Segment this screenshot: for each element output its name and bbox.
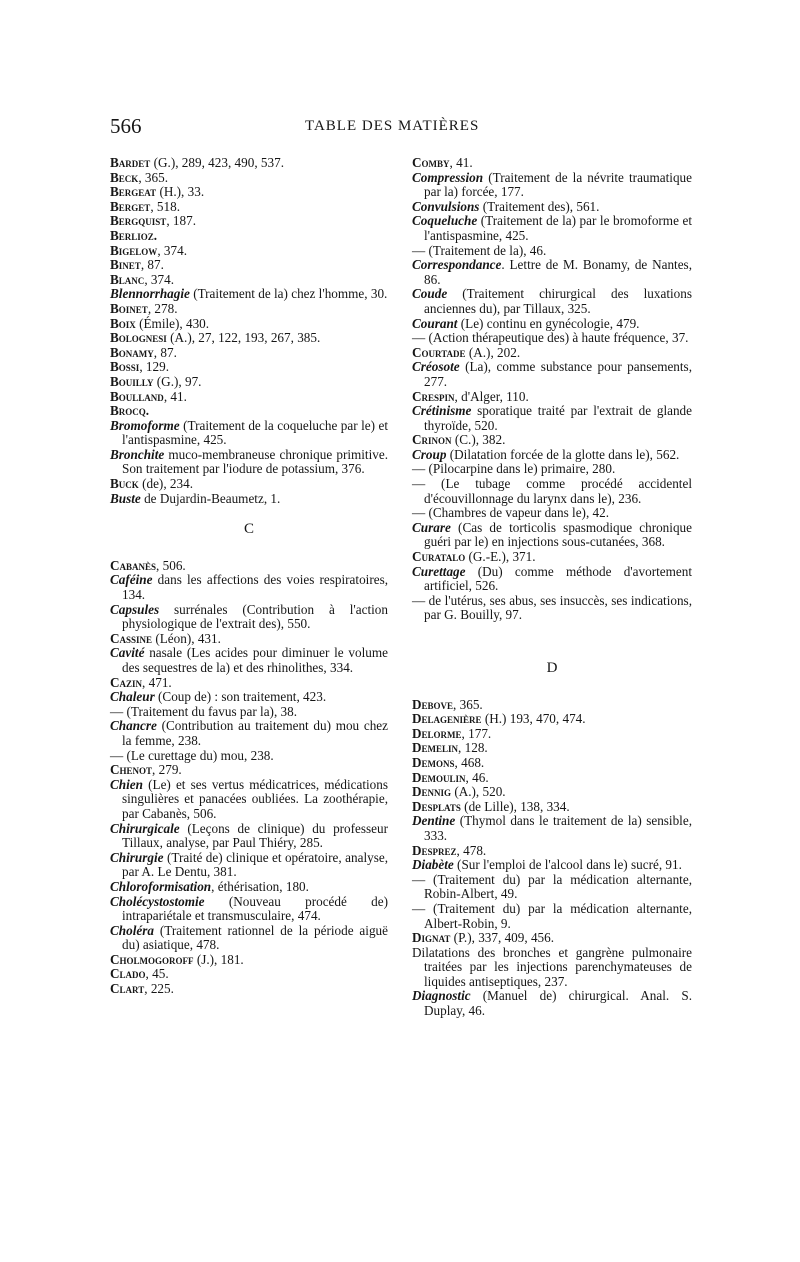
index-entry bbox=[110, 287, 388, 302]
entry-heading: Cabanès bbox=[110, 557, 157, 573]
index-entry bbox=[110, 982, 388, 997]
index-entry bbox=[110, 331, 388, 346]
entry-text: (G.), 97. bbox=[153, 373, 202, 389]
entry-heading: Cholécystostomie bbox=[110, 893, 205, 909]
index-entry bbox=[412, 404, 692, 433]
entry-text: , 87. bbox=[153, 344, 177, 360]
entry-heading: Chaleur bbox=[110, 689, 155, 705]
index-entry bbox=[110, 360, 388, 375]
entry-text: (Traitement rationnel de la période aiguë du) asiatique, 478. bbox=[122, 922, 388, 953]
entry-heading: Crespin bbox=[412, 388, 455, 404]
entry-heading: Choléra bbox=[110, 922, 154, 938]
entry-heading: Demons bbox=[412, 754, 455, 770]
index-entry bbox=[412, 477, 692, 506]
entry-heading: Chenot bbox=[110, 762, 153, 778]
index-entry bbox=[412, 931, 692, 946]
entry-text: , 365. bbox=[138, 169, 168, 185]
entry-heading: Bonamy bbox=[110, 344, 154, 360]
entry-text: (A.), 27, 122, 193, 267, 385. bbox=[166, 330, 321, 346]
entry-heading: Boix bbox=[110, 315, 136, 331]
index-entry bbox=[110, 603, 388, 632]
index-entry bbox=[110, 244, 388, 259]
entry-heading: Delorme bbox=[412, 725, 462, 741]
entry-text: (Coup de) : son traitement, 423. bbox=[154, 689, 327, 705]
running-title: TABLE DES MATIÈRES bbox=[305, 118, 480, 134]
index-entry bbox=[110, 705, 388, 720]
index-entry bbox=[412, 214, 692, 243]
index-entry bbox=[110, 404, 388, 419]
entry-heading: Caféine bbox=[110, 572, 153, 588]
entry-text: , 128. bbox=[458, 740, 488, 756]
entry-heading: Bergquist bbox=[110, 213, 167, 229]
entry-heading: Desplats bbox=[412, 798, 461, 814]
entry-text: (Manuel de) chirurgical. Anal. S. Duplay, 46. bbox=[424, 988, 692, 1019]
index-entry bbox=[412, 741, 692, 756]
index-entry bbox=[110, 390, 388, 405]
entry-text: (Thymol dans le traitement de la) sensible, 333. bbox=[424, 813, 692, 843]
entry-text: , 41. bbox=[449, 155, 473, 170]
entry-heading: Coqueluche bbox=[412, 213, 478, 229]
entry-heading: Chloroformisation bbox=[110, 878, 212, 894]
entry-heading: Coude bbox=[412, 286, 448, 302]
entry-heading: Debove bbox=[412, 696, 454, 712]
index-entry bbox=[110, 924, 388, 953]
entry-heading: Curatalo bbox=[412, 549, 466, 565]
index-entry bbox=[110, 302, 388, 317]
entry-heading: Convulsions bbox=[412, 198, 480, 214]
index-entry bbox=[110, 156, 388, 171]
index-entry bbox=[412, 814, 692, 843]
index-entry bbox=[412, 506, 692, 521]
entry-heading: Desprez bbox=[412, 842, 457, 858]
entry-heading: Bromoforme bbox=[110, 417, 180, 433]
entry-heading: Demelin bbox=[412, 740, 459, 756]
entry-text: surrénales (Contribution à l'action physiologique de l'extrait des), 550. bbox=[122, 601, 388, 632]
index-entry bbox=[110, 317, 388, 332]
entry-text: — (Le curettage du) mou, 238. bbox=[110, 747, 274, 763]
entry-heading: Cazin bbox=[110, 674, 143, 690]
entry-text: (H.) 193, 470, 474. bbox=[481, 711, 586, 727]
entry-list bbox=[110, 156, 388, 506]
index-entry bbox=[412, 521, 692, 550]
entry-heading: Capsules bbox=[110, 601, 160, 617]
index-entry bbox=[412, 712, 692, 727]
entry-text: (Traité de) clinique et opératoire, analyse, par A. Le Dentu, 381. bbox=[122, 849, 388, 880]
index-entry bbox=[110, 185, 388, 200]
index-entry bbox=[110, 719, 388, 748]
entry-heading: Blanc bbox=[110, 271, 145, 287]
entry-text: — (Le tubage comme procédé accidentel d'écouvillonnage du larynx dans le), 236. bbox=[412, 476, 692, 506]
entry-list bbox=[412, 698, 692, 1019]
entry-text: , 225. bbox=[144, 981, 174, 997]
entry-heading: Berlioz. bbox=[110, 227, 158, 243]
index-entry bbox=[110, 448, 388, 477]
index-entry bbox=[412, 698, 692, 713]
entry-text: (Contribution au traitement du) mou chez la femme, 238. bbox=[122, 718, 388, 748]
entry-heading: Demoulin bbox=[412, 769, 466, 785]
index-entry bbox=[412, 331, 692, 346]
index-entry bbox=[412, 156, 692, 171]
page-number: 566 bbox=[110, 114, 142, 138]
index-entry bbox=[412, 989, 692, 1018]
entry-text: — (Chambres de vapeur dans le), 42. bbox=[412, 505, 610, 521]
entry-text: , 374. bbox=[144, 271, 174, 287]
entry-text: de Dujardin-Beaumetz, 1. bbox=[140, 490, 281, 506]
entry-heading: Bossi bbox=[110, 359, 140, 375]
entry-heading: Bergeat bbox=[110, 184, 157, 200]
entry-text: Dilatations des bronches et gangrène pulmonaire traitées par les injections parenchymateuses de liquides antiseptiques, 237. bbox=[412, 944, 692, 989]
entry-heading: Bardet bbox=[110, 155, 151, 170]
entry-heading: Chancre bbox=[110, 718, 157, 734]
entry-heading: Croup bbox=[412, 446, 447, 462]
entry-heading: Bouilly bbox=[110, 373, 154, 389]
index-entry bbox=[412, 844, 692, 859]
entry-text: (A.), 520. bbox=[451, 784, 506, 800]
entry-heading: Courtade bbox=[412, 344, 466, 360]
entry-heading: Bolognesi bbox=[110, 330, 167, 346]
index-entry bbox=[110, 676, 388, 691]
entry-text: (La), comme substance pour pansements, 277. bbox=[424, 359, 692, 389]
index-entry bbox=[110, 749, 388, 764]
entry-text: (Nouveau procédé de) intrapariétale et transmusculaire, 474. bbox=[122, 893, 388, 924]
entry-text: , 41. bbox=[163, 388, 187, 404]
entry-text: — (Traitement de la), 46. bbox=[412, 242, 547, 258]
index-entry bbox=[412, 902, 692, 931]
entry-heading: Clado bbox=[110, 966, 146, 982]
index-entry bbox=[412, 244, 692, 259]
entry-heading: Boinet bbox=[110, 300, 148, 316]
index-entry bbox=[412, 390, 692, 405]
entry-text: (Le) continu en gynécologie, 479. bbox=[457, 315, 640, 331]
entry-text: — (Pilocarpine dans le) primaire, 280. bbox=[412, 461, 616, 477]
index-entry bbox=[412, 594, 692, 623]
entry-heading: Chirurgie bbox=[110, 849, 164, 865]
entry-text: (J.), 181. bbox=[193, 951, 244, 967]
entry-text: (Traitement de la coqueluche par le) et l'antispasmine, 425. bbox=[122, 417, 388, 448]
entry-text: — (Traitement du favus par la), 38. bbox=[110, 703, 298, 719]
entry-heading: Crinon bbox=[412, 432, 452, 448]
entry-text: , 278. bbox=[147, 300, 178, 316]
entry-text: (de Lille), 138, 334. bbox=[460, 798, 570, 814]
entry-heading: Dignat bbox=[412, 930, 451, 946]
index-entry bbox=[110, 778, 388, 822]
index-entry bbox=[412, 785, 692, 800]
index-entry bbox=[412, 433, 692, 448]
entry-heading: Dentine bbox=[412, 813, 456, 829]
index-entry bbox=[412, 360, 692, 389]
entry-text: dans les affections des voies respiratoires, 134. bbox=[122, 572, 388, 603]
entry-text: (Traitement des), 561. bbox=[479, 198, 600, 214]
entry-text: , 45. bbox=[145, 966, 169, 982]
index-column-right bbox=[412, 156, 692, 1019]
entry-text: , 471. bbox=[142, 674, 172, 690]
entry-heading: Compression bbox=[412, 169, 484, 185]
index-entry bbox=[110, 690, 388, 705]
entry-heading: Chien bbox=[110, 776, 143, 792]
entry-list bbox=[110, 559, 388, 997]
entry-heading: Comby bbox=[412, 155, 450, 170]
index-entry bbox=[412, 258, 692, 287]
entry-heading: Cholmogoroff bbox=[110, 951, 194, 967]
index-entry bbox=[110, 880, 388, 895]
entry-text: , 506. bbox=[156, 557, 186, 573]
entry-text: (Sur l'emploi de l'alcool dans le) sucré, 91. bbox=[453, 857, 682, 873]
entry-text: , d'Alger, 110. bbox=[454, 388, 529, 404]
index-column-left bbox=[110, 156, 388, 997]
entry-text: — (Action thérapeutique des) à haute fréquence, 37. bbox=[412, 330, 689, 346]
entry-heading: Dennig bbox=[412, 784, 452, 800]
index-entry bbox=[412, 800, 692, 815]
entry-heading: Correspondance bbox=[412, 257, 502, 273]
index-entry bbox=[412, 946, 692, 990]
index-entry bbox=[110, 646, 388, 675]
index-entry bbox=[110, 229, 388, 244]
index-entry bbox=[412, 317, 692, 332]
entry-text: (G.-E.), 371. bbox=[465, 549, 536, 565]
entry-text: (H.), 33. bbox=[156, 184, 205, 200]
index-entry bbox=[412, 550, 692, 565]
index-entry bbox=[412, 756, 692, 771]
index-entry bbox=[110, 171, 388, 186]
entry-text: . Lettre de M. Bonamy, de Nantes, 86. bbox=[424, 257, 692, 287]
entry-text: , éthérisation, 180. bbox=[211, 878, 309, 894]
entry-text: muco-membraneuse chronique primitive. Son traitement par l'iodure de potassium, 376. bbox=[122, 446, 388, 477]
index-entry bbox=[412, 200, 692, 215]
entry-heading: Bronchite bbox=[110, 446, 165, 462]
index-entry bbox=[110, 375, 388, 390]
entry-text: (Émile), 430. bbox=[135, 315, 210, 331]
index-entry bbox=[110, 419, 388, 448]
index-entry bbox=[110, 763, 388, 778]
entry-heading: Chirurgicale bbox=[110, 820, 180, 836]
entry-text: (Traitement chirurgical des luxations anciennes du), par Tillaux, 325. bbox=[424, 286, 692, 316]
section-letter: D bbox=[546, 660, 558, 676]
entry-heading: Beck bbox=[110, 169, 139, 185]
entry-heading: Blennorrhagie bbox=[110, 286, 190, 302]
index-entry bbox=[110, 200, 388, 215]
entry-heading: Diagnostic bbox=[412, 988, 471, 1004]
section-letter: C bbox=[243, 521, 254, 538]
entry-text: , 177. bbox=[461, 725, 492, 741]
index-entry bbox=[412, 462, 692, 477]
entry-heading: Buste bbox=[110, 490, 141, 506]
entry-text: (Traitement de la) par le bromoforme et l'antispasmine, 425. bbox=[424, 213, 692, 243]
index-entry bbox=[412, 448, 692, 463]
entry-text: — (Traitement du) par la médication alternante, Albert-Robin, 9. bbox=[412, 900, 692, 931]
index-entry bbox=[110, 573, 388, 602]
entry-text: , 374. bbox=[157, 242, 187, 258]
entry-heading: Diabète bbox=[412, 857, 454, 873]
entry-text: (Cas de torticolis spasmodique chronique guéri par le) en injections sous-cutanées, 368. bbox=[424, 519, 692, 550]
index-entry bbox=[110, 851, 388, 880]
index-entry bbox=[412, 727, 692, 742]
index-entry bbox=[110, 492, 388, 507]
entry-heading: Créosote bbox=[412, 359, 460, 375]
entry-text: , 46. bbox=[465, 769, 489, 785]
index-entry bbox=[110, 477, 388, 492]
entry-text: (C.), 382. bbox=[451, 432, 506, 448]
entry-text: , 187. bbox=[166, 213, 196, 229]
entry-heading: Crétinisme bbox=[412, 403, 472, 419]
entry-heading: Curettage bbox=[412, 563, 466, 579]
index-entry bbox=[412, 346, 692, 361]
index-entry bbox=[110, 967, 388, 982]
index-entry bbox=[412, 873, 692, 902]
entry-text: (A.), 202. bbox=[465, 344, 521, 360]
entry-list bbox=[412, 156, 692, 623]
index-entry bbox=[110, 632, 388, 647]
entry-text: (Traitement de la névrite traumatique par la) forcée, 177. bbox=[424, 169, 692, 200]
entry-heading: Cavité bbox=[110, 645, 145, 661]
index-entry bbox=[110, 895, 388, 924]
entry-heading: Cassine bbox=[110, 630, 153, 646]
entry-heading: Bigelow bbox=[110, 242, 158, 258]
entry-text: (Le) et ses vertus médicatrices, médications singulières et panacées oubliées. La zoothérapie, par Cabanès, 506. bbox=[122, 776, 388, 821]
index-entry bbox=[110, 822, 388, 851]
entry-text: , 87. bbox=[140, 257, 164, 273]
entry-text: — (Traitement du) par la médication alternante, Robin-Albert, 49. bbox=[412, 871, 692, 902]
index-entry bbox=[110, 258, 388, 273]
entry-heading: Brocq. bbox=[110, 403, 150, 419]
entry-text: , 478. bbox=[456, 842, 487, 858]
entry-text: , 129. bbox=[139, 359, 169, 375]
index-entry bbox=[412, 287, 692, 316]
entry-text: (Traitement de la) chez l'homme, 30. bbox=[189, 286, 388, 302]
entry-heading: Clart bbox=[110, 981, 145, 997]
index-entry bbox=[110, 953, 388, 968]
entry-text: (Leçons de clinique) du professeur Tillaux, analyse, par Paul Thiéry, 285. bbox=[122, 820, 388, 851]
entry-text: , 518. bbox=[150, 198, 180, 214]
entry-heading: Delagenière bbox=[412, 711, 482, 727]
index-entry bbox=[412, 858, 692, 873]
index-entry bbox=[110, 214, 388, 229]
index-entry bbox=[110, 346, 388, 361]
entry-text: (de), 234. bbox=[138, 476, 193, 492]
entry-text: (P.), 337, 409, 456. bbox=[450, 930, 555, 946]
entry-heading: Courant bbox=[412, 315, 458, 331]
entry-text: (Dilatation forcée de la glotte dans le), 562. bbox=[446, 446, 680, 462]
index-entry bbox=[412, 171, 692, 200]
entry-text: nasale (Les acides pour diminuer le volume des sequestres de la) et des rhinolithes, 334. bbox=[122, 645, 388, 675]
entry-text: — de l'utérus, ses abus, ses insuccès, ses indications, par G. Bouilly, 97. bbox=[412, 592, 692, 623]
entry-text: (G.), 289, 423, 490, 537. bbox=[150, 155, 285, 170]
entry-text: , 468. bbox=[454, 754, 485, 770]
entry-text: (Léon), 431. bbox=[152, 630, 221, 646]
entry-text: sporatique traité par l'extrait de glande thyroïde, 520. bbox=[424, 403, 692, 433]
index-entry bbox=[412, 771, 692, 786]
entry-heading: Berget bbox=[110, 198, 151, 214]
entry-text: (Du) comme méthode d'avortement artificiel, 526. bbox=[424, 563, 692, 594]
entry-heading: Binet bbox=[110, 257, 141, 273]
entry-text: , 365. bbox=[453, 696, 483, 712]
entry-text: , 279. bbox=[152, 762, 182, 778]
entry-heading: Buck bbox=[110, 476, 139, 492]
index-entry bbox=[412, 565, 692, 594]
entry-heading: Curare bbox=[412, 519, 451, 535]
entry-heading: Boulland bbox=[110, 388, 164, 404]
index-entry bbox=[110, 559, 388, 574]
index-entry bbox=[110, 273, 388, 288]
